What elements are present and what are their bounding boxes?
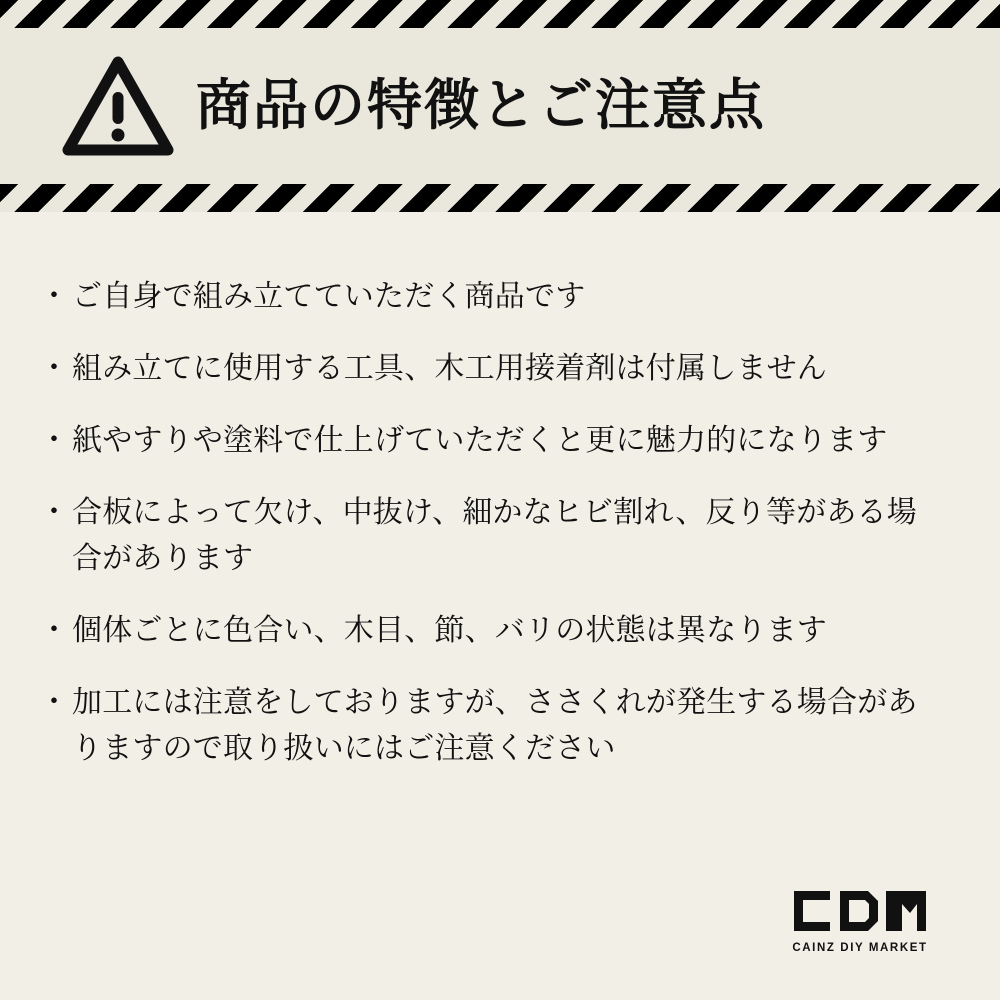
list-bullet: ・: [39, 280, 69, 313]
list-item-label: 紙やすりや塗料で仕上げていただくと更に魅力的になります: [72, 424, 888, 457]
list-bullet: ・: [39, 614, 69, 647]
list-bullet: ・: [39, 424, 69, 457]
header-content: [0, 28, 1000, 184]
warning-triangle-icon: [62, 56, 174, 156]
hazard-stripe-bottom: [0, 184, 1000, 212]
list-item: [36, 490, 930, 582]
list-item-label: 組み立てに使用する工具、木工用接着剤は付属しません: [72, 352, 827, 385]
list-item: [36, 418, 930, 464]
list-item: [36, 680, 930, 772]
list-item-label: ご自身で組み立てていただく商品です: [72, 280, 586, 313]
hazard-stripe-top: [0, 0, 1000, 28]
cdm-logo-icon: [790, 887, 930, 935]
list-item-label: 個体ごとに色合い、木目、節、バリの状態は異なります: [72, 614, 827, 647]
list-item-label: 合板によって欠け、中抜け、細かなヒビ割れ、反り等がある場合があります: [72, 496, 917, 575]
list-bullet: ・: [39, 686, 69, 719]
list-item-label: 加工には注意をしておりますが、ささくれが発生する場合がありますので取り扱いにはご注意ください: [72, 686, 918, 765]
list-bullet: ・: [39, 352, 69, 385]
list-item: [36, 608, 930, 654]
list-item: [36, 346, 930, 392]
brand-logo-subtitle: CAINZ DIY MARKET: [792, 942, 928, 954]
notes-list: [0, 212, 1000, 798]
list-item: [36, 274, 930, 320]
brand-logo: [776, 887, 944, 954]
header-band: [0, 0, 1000, 212]
page-title: 商品の特徴とご注意点: [196, 74, 767, 137]
list-bullet: ・: [39, 496, 69, 529]
